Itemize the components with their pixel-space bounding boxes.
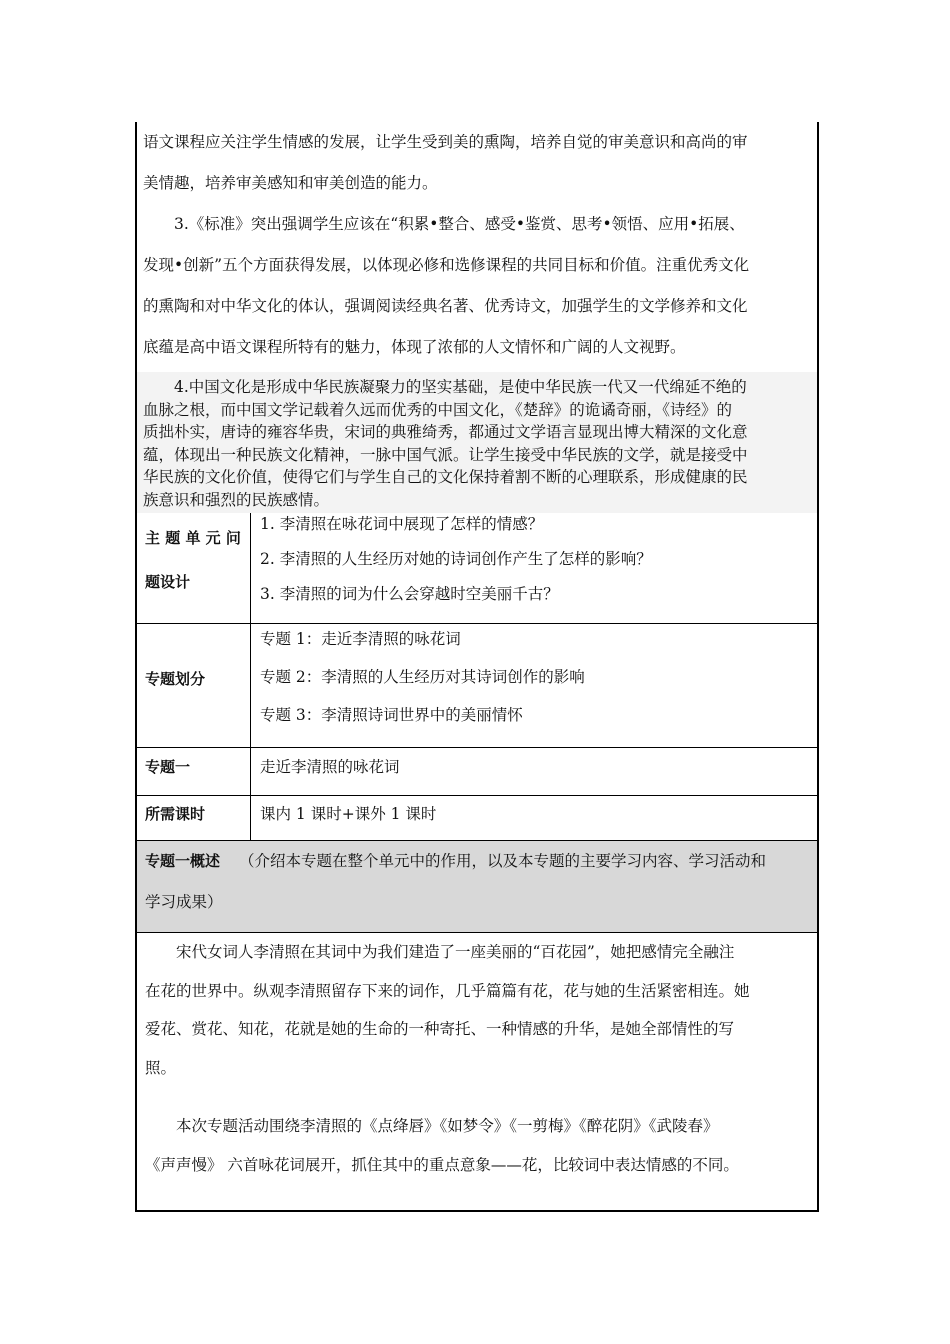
questions-row xyxy=(137,513,817,624)
overview-paragraph-2 xyxy=(137,1107,817,1184)
overview-paragraph-1 xyxy=(137,933,817,1087)
division-row xyxy=(137,624,817,748)
questions-label-line: 主 题 单 元 问 xyxy=(145,529,241,547)
topic-one-value: 走近李清照的咏花词 xyxy=(260,758,400,776)
text-line: 本次专题活动围绕李清照的《点绛唇》《如梦令》《一剪梅》《醉花阴》《武陵春》 xyxy=(176,1117,719,1135)
text-line: 蕴，体现出一种民族文化精神，一脉中国气派。让学生接受中华民族的文学，就是接受中 xyxy=(143,445,748,464)
overview-header xyxy=(137,841,817,923)
division-item: 专题 2：李清照的人生经历对其诗词创作的影响 xyxy=(260,668,585,686)
text-line: 血脉之根，而中国文学记载着久远而优秀的中国文化，《楚辞》的诡谲奇丽，《诗经》的 xyxy=(143,400,733,419)
questions-list xyxy=(251,507,817,623)
text-line: 爱花、赏花、知花，花就是她的生命的一种寄托、一种情感的升华，是她全部情性的写 xyxy=(145,1020,735,1038)
question-item: 3. 李清照的词为什么会穿越时空美丽千古？ xyxy=(260,585,559,603)
topic-one-label: 专题一 xyxy=(137,748,251,795)
text-line: 华民族的文化价值，使得它们与学生自己的文化保持着割不断的心理联系，形成健康的民 xyxy=(143,468,748,486)
text-line: 族意识和强烈的民族感情。 xyxy=(143,490,330,509)
questions-label xyxy=(137,513,251,623)
paragraph-standard-3 xyxy=(137,204,817,368)
text-line: 在花的世界中。纵观李清照留存下来的词作，几乎篇篇有花，花与她的生活紧密相连。她 xyxy=(145,981,750,1000)
division-list xyxy=(251,620,817,747)
overview-note-cont: 学习成果） xyxy=(145,893,223,911)
standards-cell xyxy=(137,122,817,513)
overview-body-row xyxy=(137,933,817,1210)
text-line: 3.《标准》突出强调学生应该在“积累•整合、感受•鉴赏、思考•领悟、应用•拓展、 xyxy=(174,215,745,233)
division-item: 专题 1：走近李清照的咏花词 xyxy=(260,630,461,648)
hours-row xyxy=(137,796,817,841)
overview-header-row xyxy=(137,841,817,933)
text-line: 质拙朴实，唐诗的雍容华贵，宋词的典雅绮秀，都通过文学语言显现出博大精深的文化意 xyxy=(143,423,748,441)
document-table xyxy=(135,122,819,1212)
hours-value: 课内 1 课时+课外 1 课时 xyxy=(260,805,437,823)
text-line: 发现•创新”五个方面获得发展，以体现必修和选修课程的共同目标和价值。注重优秀文化 xyxy=(143,256,750,274)
division-item: 专题 3：李清照诗词世界中的美丽情怀 xyxy=(260,706,523,724)
text-line: 照。 xyxy=(145,1058,177,1077)
hours-label: 所需课时 xyxy=(137,796,251,840)
text-line: 4.中国文化是形成中华民族凝聚力的坚实基础，是使中华民族一代又一代绵延不绝的 xyxy=(174,378,747,396)
overview-title: 专题一概述 xyxy=(145,852,221,870)
text-line: 《声声慢》 六首咏花词展开，抓住其中的重点意象——花，比较词中表达情感的不同。 xyxy=(145,1155,739,1174)
overview-note: （介绍本专题在整个单元中的作用，以及本专题的主要学习内容、学习活动和 xyxy=(238,852,766,870)
text-line: 语文课程应关注学生情感的发展，让学生受到美的熏陶，培养自觉的审美意识和高尚的审 xyxy=(143,133,748,151)
division-label: 专题划分 xyxy=(137,624,251,747)
questions-label-line: 题设计 xyxy=(145,573,191,591)
question-item: 2. 李清照的人生经历对她的诗词创作产生了怎样的影响？ xyxy=(260,550,652,568)
text-line: 的熏陶和对中华文化的体认，强调阅读经典名著、优秀诗文，加强学生的文学修养和文化 xyxy=(143,297,748,315)
topic-one-row xyxy=(137,748,817,796)
text-line: 底蕴是高中语文课程所特有的魅力，体现了浓郁的人文情怀和广阔的人文视野。 xyxy=(143,338,686,356)
question-item: 1. 李清照在咏花词中展现了怎样的情感？ xyxy=(260,515,544,533)
paragraph-aesthetic xyxy=(137,122,817,204)
text-line: 宋代女词人李清照在其词中为我们建造了一座美丽的“百花园”，她把感情完全融注 xyxy=(176,943,735,961)
paragraph-standard-4 xyxy=(137,372,817,513)
text-line: 美情趣，培养审美感知和审美创造的能力。 xyxy=(143,174,438,192)
